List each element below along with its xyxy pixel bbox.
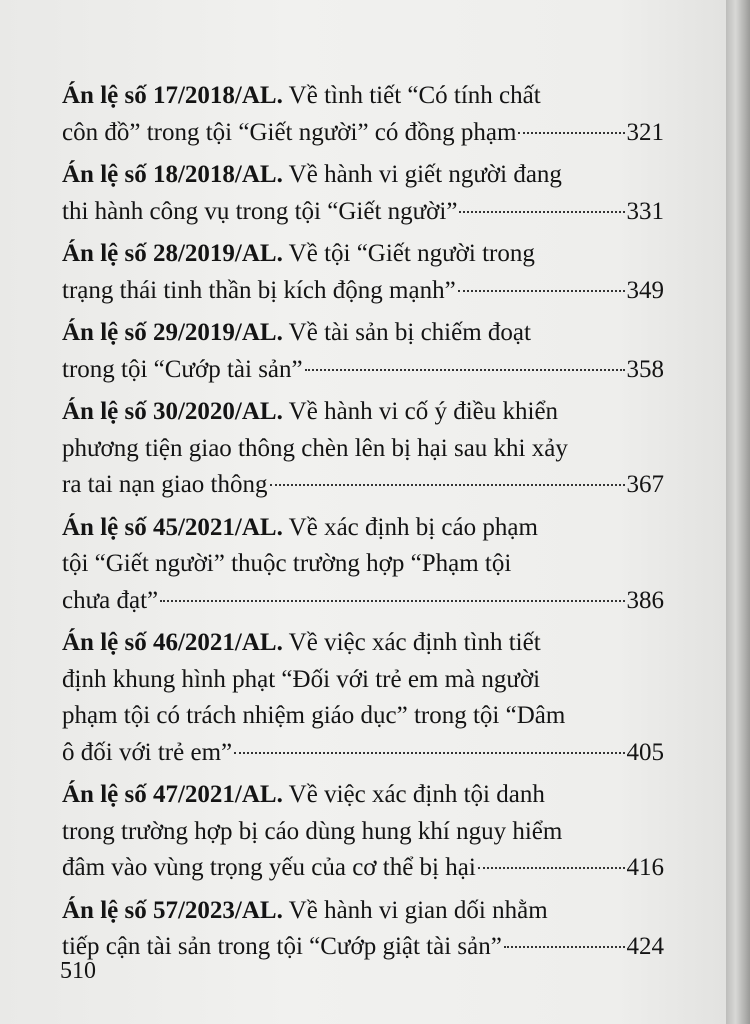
toc-entry-text: trong tội “Cướp tài sản” — [62, 355, 303, 383]
toc-entry-line — [62, 394, 664, 431]
toc-entry-line — [62, 850, 664, 887]
toc-entry-text: ô đối với trẻ em” — [62, 738, 233, 766]
toc-entry-line — [62, 157, 664, 194]
toc-entry-text: Về tội “Giết người trong — [288, 240, 535, 267]
page-edge — [726, 0, 750, 1024]
toc-entry-line — [62, 735, 664, 772]
toc-entry-text: Về tài sản bị chiếm đoạt — [288, 319, 531, 346]
toc-entry-label: Án lệ số 29/2019/AL. — [62, 319, 283, 346]
toc-entry-line — [62, 814, 664, 851]
toc-entry-text: phương tiện giao thông chèn lên bị hại sau khi xảy — [62, 434, 568, 462]
dot-leader — [518, 131, 624, 134]
toc-entry-page: 386 — [626, 586, 664, 614]
toc-entry-line — [62, 194, 664, 231]
dot-leader — [458, 289, 625, 292]
toc-entry-text: chưa đạt” — [62, 586, 159, 614]
toc-entry-label: Án lệ số 17/2018/AL. — [62, 82, 283, 109]
toc-entry-text: Về việc xác định tình tiết — [288, 629, 541, 656]
toc-entry-page: 424 — [626, 933, 664, 960]
dot-leader — [160, 599, 624, 602]
toc-entry-text: ra tai nạn giao thông — [62, 471, 268, 498]
toc-entry-line — [62, 352, 664, 389]
toc-entry-page: 367 — [626, 471, 664, 498]
toc-entry-line — [62, 315, 664, 352]
toc-entry-text: Về xác định bị cáo phạm — [288, 513, 538, 541]
toc-entry-page: 405 — [626, 738, 664, 766]
toc-entry-text: tội “Giết người” thuộc trường hợp “Phạm tội — [62, 550, 512, 577]
toc-entry-text: Về hành vi cố ý điều khiển — [288, 398, 559, 425]
toc-entry-line — [62, 273, 664, 310]
toc-entry-label: Án lệ số 46/2021/AL. — [62, 629, 283, 656]
toc-entry-label: Án lệ số 57/2023/AL. — [62, 896, 283, 924]
toc-entry-text: Về tình tiết “Có tính chất — [288, 82, 541, 109]
toc-entry-line — [62, 78, 664, 115]
toc-entry-label: Án lệ số 30/2020/AL. — [62, 398, 283, 425]
toc-entry-line — [62, 777, 664, 814]
toc-entry-line — [62, 115, 664, 152]
toc-entry-label: Án lệ số 47/2021/AL. — [62, 781, 283, 808]
toc-entry — [62, 315, 664, 388]
toc-entry-page: 331 — [626, 197, 664, 225]
dot-leader — [459, 210, 624, 213]
toc-entry — [62, 777, 664, 887]
toc-entry — [62, 893, 664, 966]
toc-entry — [62, 157, 664, 230]
toc-entry-label: Án lệ số 18/2018/AL. — [62, 161, 283, 188]
toc-entry-line — [62, 467, 664, 504]
toc-entry-line — [62, 583, 664, 620]
toc-entry-text: đâm vào vùng trọng yếu của cơ thể bị hại — [62, 854, 476, 881]
toc-entry-page: 358 — [626, 355, 664, 383]
toc-entry-text: Về hành vi gian dối nhằm — [288, 896, 548, 924]
toc-entry-text: định khung hình phạt “Đối với trẻ em mà người — [62, 665, 541, 693]
toc-entry — [62, 625, 664, 771]
toc-entry-label: Án lệ số 45/2021/AL. — [62, 513, 283, 541]
toc-entry-line — [62, 510, 664, 547]
toc-entry-line — [62, 698, 664, 735]
page-number: 510 — [60, 958, 96, 984]
table-of-contents — [62, 78, 664, 972]
toc-entry — [62, 78, 664, 151]
toc-entry-page: 321 — [626, 118, 664, 146]
toc-entry — [62, 236, 664, 309]
toc-entry — [62, 394, 664, 504]
toc-entry — [62, 510, 664, 620]
dot-leader — [270, 483, 625, 486]
toc-entry-line — [62, 662, 664, 699]
toc-entry-line — [62, 625, 664, 662]
dot-leader — [234, 751, 624, 754]
toc-entry-line — [62, 546, 664, 583]
toc-entry-page: 416 — [626, 854, 664, 881]
toc-entry-text: côn đồ” trong tội “Giết người” có đồng phạm — [62, 118, 517, 146]
toc-entry-line — [62, 236, 664, 273]
dot-leader — [504, 945, 625, 948]
dot-leader — [305, 368, 625, 371]
toc-entry-text: tiếp cận tài sản trong tội “Cướp giật tài sản” — [62, 933, 502, 960]
toc-entry-line — [62, 929, 664, 966]
toc-entry-label: Án lệ số 28/2019/AL. — [62, 240, 283, 267]
toc-entry-text: thi hành công vụ trong tội “Giết người” — [62, 197, 458, 225]
toc-entry-page: 349 — [626, 276, 664, 304]
toc-entry-text: Về việc xác định tội danh — [288, 781, 545, 808]
toc-entry-text: Về hành vi giết người đang — [288, 161, 562, 188]
toc-entry-text: trạng thái tinh thần bị kích động mạnh” — [62, 276, 456, 304]
toc-entry-line — [62, 893, 664, 930]
dot-leader — [478, 866, 625, 869]
toc-entry-line — [62, 431, 664, 468]
toc-entry-text: trong trường hợp bị cáo dùng hung khí nguy hiểm — [62, 817, 563, 845]
toc-entry-text: phạm tội có trách nhiệm giáo dục” trong tội “Dâm — [62, 702, 566, 729]
